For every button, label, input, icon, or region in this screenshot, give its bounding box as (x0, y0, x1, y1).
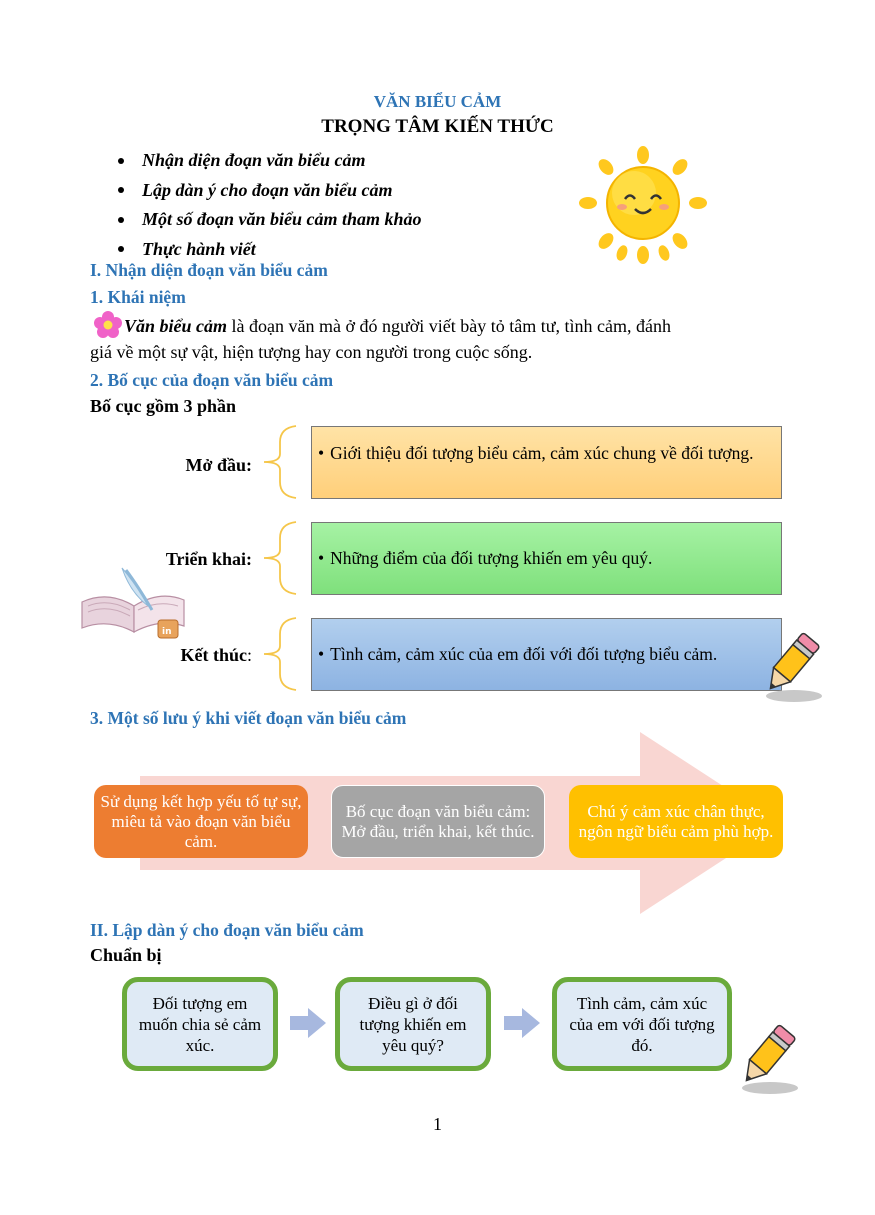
part-label-ket-thuc: Kết thúc: (180, 645, 252, 665)
section-1-1-heading: 1. Khái niệm (90, 287, 186, 307)
note-box-2: Bố cục đoạn văn biểu cảm: Mở đầu, triển khai, kết thúc. (331, 785, 545, 858)
list-item: Lập dàn ý cho đoạn văn biểu cảm (118, 176, 422, 206)
prep-label: Chuẩn bị (90, 945, 162, 965)
brace-ket-thuc (258, 616, 300, 692)
section-2-heading: II. Lập dàn ý cho đoạn văn biểu cảm (90, 920, 364, 940)
arrow-right-icon (290, 1008, 326, 1038)
sun-icon (578, 145, 708, 265)
definition-line-1: Văn biểu cảm là đoạn văn mà ở đó người viết bày tỏ tâm tư, tình cảm, đánh (124, 316, 671, 336)
brace-trien-khai (258, 520, 300, 596)
part-label-mo-dau: Mở đầu: (185, 455, 252, 475)
list-item: Nhận diện đoạn văn biểu cảm (118, 146, 422, 176)
definition-term: Văn biểu cảm (124, 316, 228, 336)
layout-intro: Bố cục gồm 3 phần (90, 396, 237, 416)
section-1-heading: I. Nhận diện đoạn văn biểu cảm (90, 260, 328, 280)
note-box-1: Sử dụng kết hợp yếu tố tự sự, miêu tả vào đoạn văn biểu cảm. (94, 785, 308, 858)
svg-text:in: in (162, 627, 172, 637)
step-box-1: Đối tượng em muốn chia sẻ cảm xúc. (122, 977, 278, 1071)
flower-icon (93, 311, 123, 339)
part-box-ket-thuc: • Tình cảm, cảm xúc của em đối với đối tượng biểu cảm. (311, 618, 782, 691)
section-1-3-heading: 3. Một số lưu ý khi viết đoạn văn biểu cảm (90, 708, 407, 728)
document-title: VĂN BIỂU CẢM (373, 92, 502, 111)
document-subtitle: TRỌNG TÂM KIẾN THỨC (321, 116, 554, 137)
pencil-icon (734, 1022, 800, 1096)
page-number: 1 (433, 1114, 442, 1134)
step-box-2: Điều gì ở đối tượng khiến em yêu quý? (335, 977, 491, 1071)
part-label-trien-khai: Triển khai: (165, 549, 252, 569)
arrow-right-icon (504, 1008, 540, 1038)
brace-mo-dau (258, 424, 300, 500)
definition-line-2: giá về một sự vật, hiện tượng hay con người trong cuộc sống. (90, 342, 533, 362)
note-box-3: Chú ý cảm xúc chân thực, ngôn ngữ biểu cảm phù hợp. (569, 785, 783, 858)
focus-bullet-list (118, 146, 422, 264)
book-icon (78, 566, 190, 642)
list-item: Thực hành viết (118, 235, 422, 265)
list-item: Một số đoạn văn biểu cảm tham khảo (118, 205, 422, 235)
pencil-icon (758, 630, 824, 704)
section-1-2-heading: 2. Bố cục của đoạn văn biểu cảm (90, 370, 334, 390)
part-box-trien-khai: • Những điểm của đối tượng khiến em yêu quý. (311, 522, 782, 595)
part-box-mo-dau: • Giới thiệu đối tượng biểu cảm, cảm xúc chung về đối tượng. (311, 426, 782, 499)
step-box-3: Tình cảm, cảm xúc của em với đối tượng đó. (552, 977, 732, 1071)
